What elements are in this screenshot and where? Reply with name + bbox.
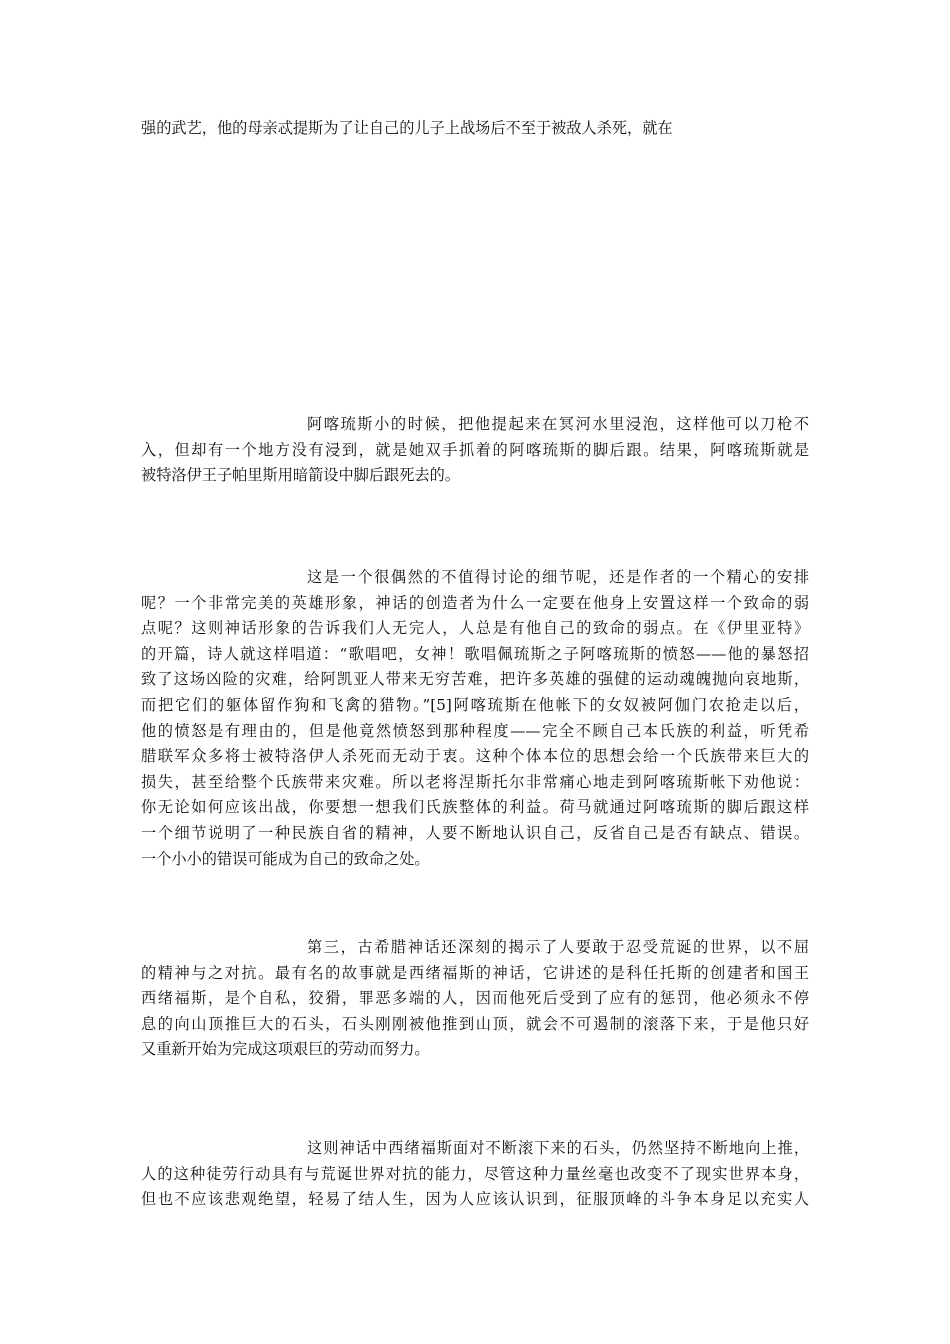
paragraph-line: 这是一个很偶然的不值得讨论的细节呢，还是作者的一个精心的安排: [307, 568, 809, 586]
paragraph-line: 你无论如何应该出战，你要想一想我们氏族整体的利益。荷马就通过阿喀琉斯的脚后跟这样: [141, 798, 809, 817]
paragraph-line: 致了这场凶险的灾难，给阿凯亚人带来无穷苦难，把许多英雄的强健的运动魂魄抛向哀地斯，: [141, 670, 809, 689]
paragraph-5: [141, 1136, 809, 1213]
paragraph-line: 呢？一个非常完美的英雄形象，神话的创造者为什么一定要在他身上安置这样一个致命的弱: [141, 593, 809, 612]
paragraph-line: 又重新开始为完成这项艰巨的劳动而努力。: [141, 1040, 430, 1059]
paragraph-line: 一个小小的错误可能成为自己的致命之处。: [141, 849, 430, 868]
paragraph-line: 一个细节说明了一种民族自省的精神，人要不断地认识自己，反省自己是否有缺点、错误。: [141, 823, 809, 842]
paragraph-line: 的精神与之对抗。最有名的故事就是西绪福斯的神话，它讲述的是科任托斯的创建者和国王: [141, 963, 809, 982]
paragraph-1: [141, 116, 809, 142]
paragraph-line: 第三，古希腊神话还深刻的揭示了人要敢于忍受荒诞的世界，以不屈: [307, 938, 809, 956]
paragraph-line: 阿喀琉斯小的时候，把他提起来在冥河水里浸泡，这样他可以刀枪不: [307, 415, 809, 433]
paragraph-line: 人的这种徒劳行动具有与荒诞世界对抗的能力，尽管这种力量丝毫也改变不了现实世界本身，: [141, 1164, 809, 1183]
paragraph-line: 息的向山顶推巨大的石头，石头刚刚被他推到山顶，就会不可遏制的滚落下来，于是他只好: [141, 1014, 809, 1033]
paragraph-line: 而把它们的躯体留作狗和飞禽的猎物。”[5]阿喀琉斯在他帐下的女奴被阿伽门农抢走以后，: [141, 695, 809, 714]
paragraph-line: 入，但却有一个地方没有浸到，就是她双手抓着的阿喀琉斯的脚后跟。结果，阿喀琉斯就是: [141, 440, 809, 459]
paragraph-line: 但也不应该悲观绝望，轻易了结人生，因为人应该认识到，征服顶峰的斗争本身足以充实人: [141, 1190, 809, 1209]
paragraph-line: 他的愤怒是有理由的，但是他竟然愤怒到那种程度——完全不顾自己本氏族的利益，听凭希: [141, 721, 809, 740]
paragraph-4: [141, 935, 809, 1063]
paragraph-line: 腊联军众多将士被特洛伊人杀死而无动于衷。这种个体本位的思想会给一个氏族带来巨大的: [141, 747, 809, 766]
paragraph-line: 被特洛伊王子帕里斯用暗箭设中脚后跟死去的。: [141, 466, 460, 485]
paragraph-line: 强的武艺，他的母亲忒提斯为了让自己的儿子上战场后不至于被敌人杀死，就在: [141, 119, 673, 137]
paragraph-3: [141, 565, 809, 872]
paragraph-line: 损失，甚至给整个氏族带来灾难。所以老将涅斯托尔非常痛心地走到阿喀琉斯帐下劝他说：: [141, 772, 809, 791]
paragraph-line: 的开篇，诗人就这样唱道：“歌唱吧，女神！歌唱佩琉斯之子阿喀琉斯的愤怒——他的暴怒招: [141, 644, 809, 663]
paragraph-line: 这则神话中西绪福斯面对不断滚下来的石头，仍然坚持不断地向上推，: [307, 1139, 809, 1157]
paragraph-line: 西绪福斯，是个自私，狡猾，罪恶多端的人，因而他死后受到了应有的惩罚，他必须永不停: [141, 989, 809, 1008]
paragraph-2: [141, 412, 809, 489]
paragraph-line: 点呢？这则神话形象的告诉我们人无完人，人总是有他自己的致命的弱点。在《伊里亚特》: [141, 619, 809, 638]
